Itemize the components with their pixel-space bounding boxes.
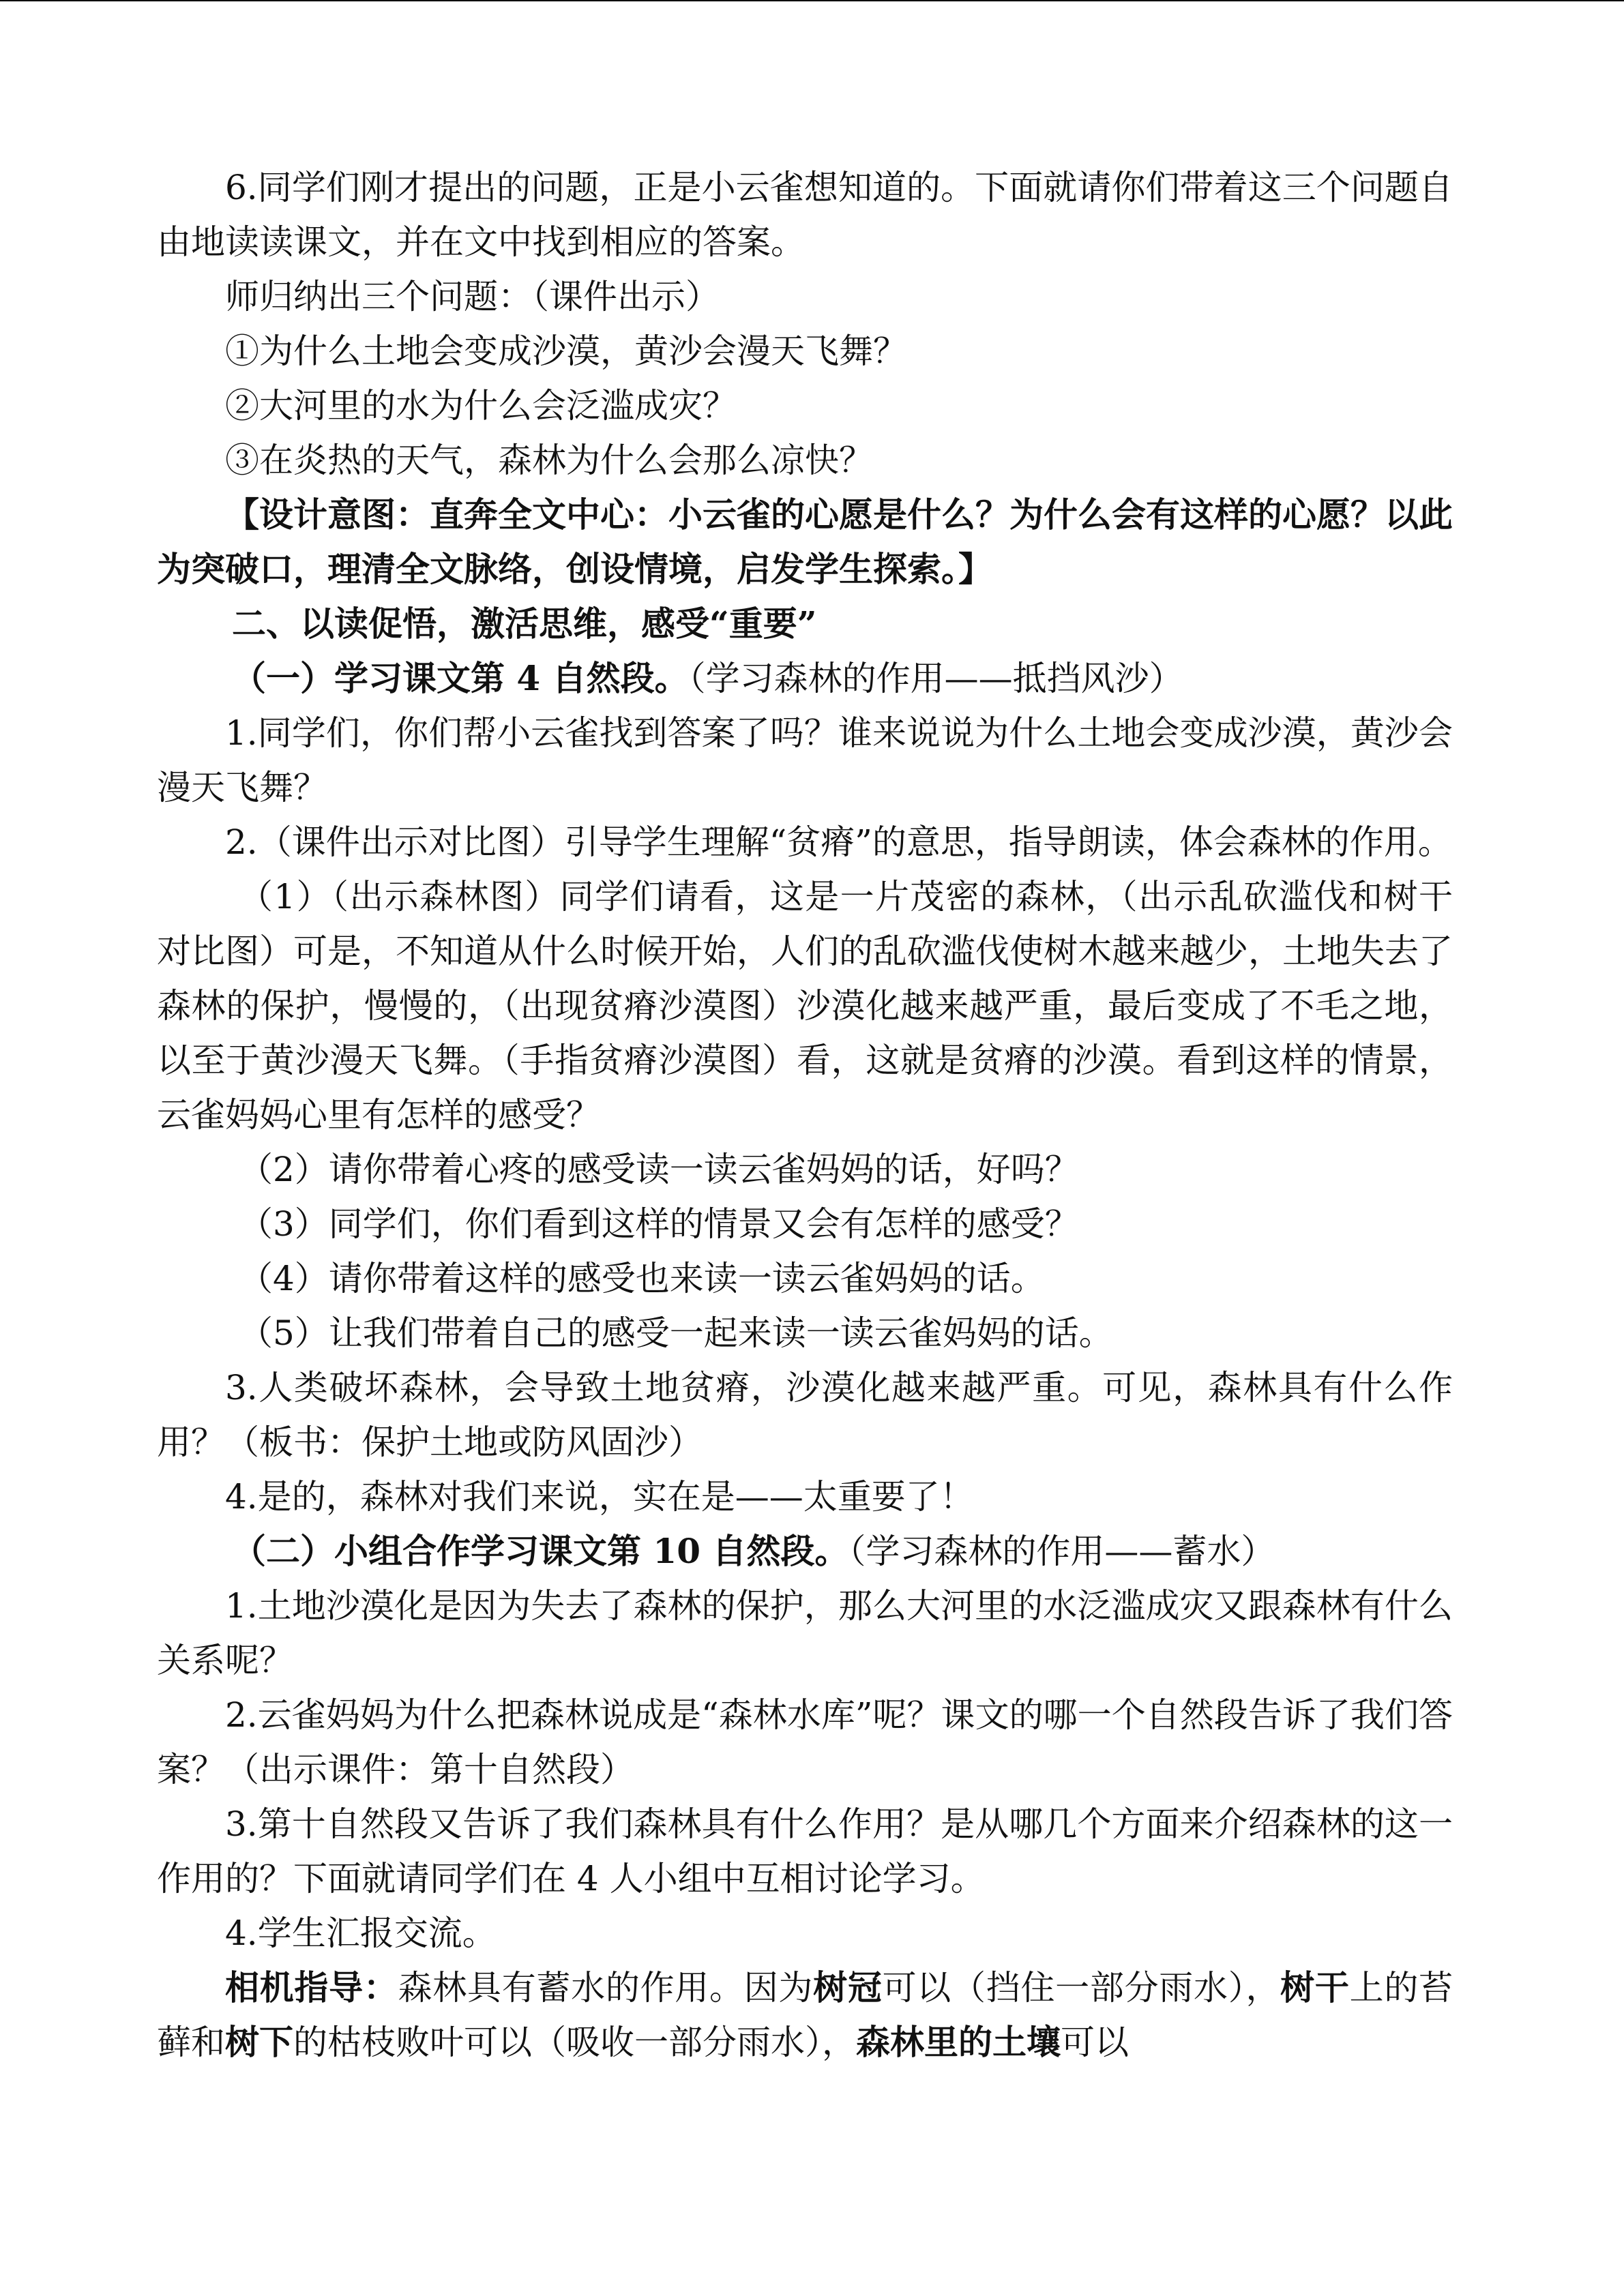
guidance-keyword-under-tree: 树下	[225, 2022, 293, 2062]
paragraph-question-intro: 6.同学们刚才提出的问题，正是小云雀想知道的。下面就请你们带着这三个问题自由地读读课文，并在文中找到相应的答案。	[157, 168, 1453, 262]
subsection-heading-two-title: （二）小组合作学习课文第 10 自然段。	[232, 1531, 849, 1571]
paragraph-question-3: ③在炎热的天气，森林为什么会那么凉快？	[225, 441, 873, 480]
subsection-heading-two-note: （学习森林的作用——蓄水）	[848, 1532, 1275, 1571]
paragraph-step-1: 1.同学们，你们帮小云雀找到答案了吗？谁来说说为什么土地会变成沙漠，黄沙会漫天飞舞？	[157, 713, 1453, 807]
subsection-heading-one	[157, 651, 1453, 706]
paragraph-design-intent: 【设计意图：直奔全文中心：小云雀的心愿是什么？为什么会有这样的心愿？以此为突破口，理清全文脉络，创设情境，启发学生探索。】	[157, 494, 1453, 589]
paragraph-sub-3: （3）同学们，你们看到这样的情景又会有怎样的感受？	[239, 1204, 1079, 1244]
paragraph-sub-1: （1）（出示森林图）同学们请看，这是一片茂密的森林，（出示乱砍滥伐和树干对比图）可是，不知道从什么时候开始，人们的乱砍滥伐使树木越来越少，土地失去了森林的保护，慢慢的，（出现贫瘠沙漠图）沙漠化越来越严重，最后变成了不毛之地，以至于黄沙漫天飞舞。（手指贫瘠沙漠图）看，这就是贫瘠的沙漠。看到这样的情景，云雀妈妈心里有怎样的感受？	[157, 877, 1453, 1135]
guidance-keyword-soil: 森林里的土壤	[856, 2022, 1061, 2062]
section-heading-two: 二、以读促悟，激活思维，感受“重要”	[232, 603, 817, 644]
paragraph-group-step-1: 1.土地沙漠化是因为失去了森林的保护，那么大河里的水泛滥成灾又跟森林有什么关系呢？	[157, 1586, 1453, 1680]
paragraph-group-step-3: 3.第十自然段又告诉了我们森林具有什么作用？是从哪几个方面来介绍森林的这一作用的？下面就请同学们在 4 人小组中互相讨论学习。	[157, 1804, 1453, 1898]
paragraph-question-1: ①为什么土地会变成沙漠，黄沙会漫天飞舞？	[225, 331, 907, 371]
guidance-label: 相机指导：	[225, 1967, 398, 2008]
paragraph-question-2: ②大河里的水为什么会泛滥成灾？	[225, 386, 737, 426]
paragraph-step-4: 4.是的，森林对我们来说，实在是——太重要了！	[225, 1477, 974, 1517]
guidance-keyword-trunk: 树干	[1280, 1967, 1350, 2008]
paragraph-sub-4: （4）请你带着这样的感受也来读一读云雀妈妈的话。	[239, 1259, 1045, 1298]
page-top-border	[0, 0, 1624, 1]
paragraph-step-3: 3.人类破坏森林，会导致土地贫瘠，沙漠化越来越严重。可见，森林具有什么作用？（板书：保护土地或防风固沙）	[157, 1368, 1453, 1462]
guidance-text-4: 的枯枝败叶可以（吸收一部分雨水），	[293, 2023, 856, 2062]
subsection-heading-one-note: （学习森林的作用——抵挡风沙）	[688, 659, 1183, 698]
paragraph-group-step-2: 2.云雀妈妈为什么把森林说成是“森林水库”呢？课文的哪一个自然段告诉了我们答案？（出示课件：第十自然段）	[157, 1695, 1453, 1789]
guidance-text-5: 可以	[1061, 2023, 1129, 2062]
guidance-text-2: 可以（挡住一部分雨水），	[882, 1968, 1281, 2008]
guidance-keyword-canopy: 树冠	[813, 1967, 883, 2008]
subsection-heading-two	[157, 1524, 1453, 1579]
paragraph-step-2: 2.（课件出示对比图）引导学生理解“贫瘠”的意思，指导朗读，体会森林的作用。	[225, 822, 1452, 862]
paragraph-sub-5: （5）让我们带着自己的感受一起来读一读云雀妈妈的话。	[239, 1313, 1113, 1353]
guidance-text-1: 森林具有蓄水的作用。因为	[398, 1968, 814, 2008]
subsection-heading-one-title: （一）学习课文第 4 自然段。	[232, 658, 689, 698]
paragraph-sub-2: （2）请你带着心疼的感受读一读云雀妈妈的话，好吗？	[239, 1150, 1079, 1189]
paragraph-group-step-4: 4.学生汇报交流。	[225, 1913, 497, 1953]
paragraph-teacher-summary: 师归纳出三个问题：（课件出示）	[225, 277, 720, 316]
paragraph-guidance	[157, 1960, 1453, 2070]
document-body	[157, 160, 1453, 2070]
guidance-text-3: 上的苔藓和	[157, 1968, 1453, 2062]
